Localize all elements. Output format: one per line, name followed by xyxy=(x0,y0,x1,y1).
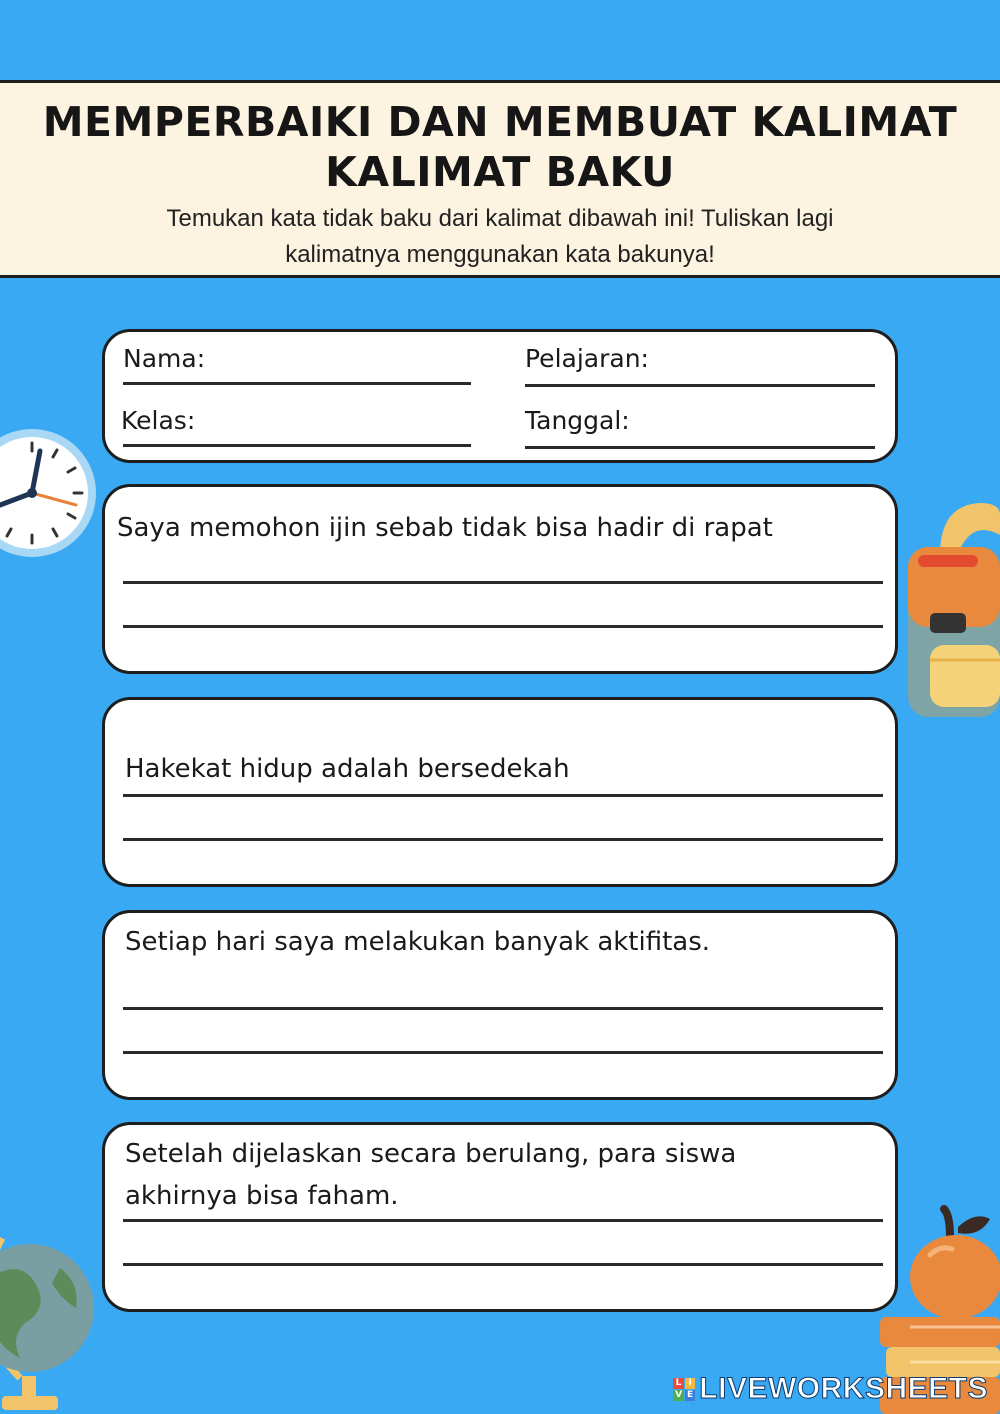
nama-label: Nama: xyxy=(123,344,206,373)
liveworksheets-logo-icon xyxy=(673,1378,695,1400)
question-card-3 xyxy=(102,910,898,1100)
answer-line-4a[interactable] xyxy=(123,1219,883,1222)
answer-line-1a[interactable] xyxy=(123,581,883,584)
answer-line-1b[interactable] xyxy=(123,625,883,628)
instructions-line-2: kalimatnya menggunakan kata bakunya! xyxy=(285,241,715,268)
answer-line-2b[interactable] xyxy=(123,838,883,841)
header-banner xyxy=(0,80,1000,278)
apple-icon xyxy=(900,1205,1000,1325)
question-card-1 xyxy=(102,484,898,674)
tanggal-answer-line[interactable] xyxy=(525,446,875,449)
question-text-4-line-2: akhirnya bisa faham. xyxy=(125,1181,399,1211)
backpack-icon xyxy=(900,495,1000,720)
logo-letter-i: I xyxy=(685,1378,696,1389)
title-line-1: MEMPERBAIKI DAN MEMBUAT KALIMAT xyxy=(42,98,958,146)
question-card-4 xyxy=(102,1122,898,1312)
logo-letter-v: V xyxy=(675,1390,683,1400)
question-text-1: Saya memohon ijin sebab tidak bisa hadir di rapat xyxy=(117,513,773,543)
tanggal-label: Tanggal: xyxy=(525,406,630,435)
globe-icon xyxy=(0,1228,110,1414)
title-line-2: KALIMAT BAKU xyxy=(325,148,675,196)
question-card-2 xyxy=(102,697,898,887)
answer-line-3a[interactable] xyxy=(123,1007,883,1010)
instructions-line-1: Temukan kata tidak baku dari kalimat dibawah ini! Tuliskan lagi xyxy=(166,205,834,232)
nama-answer-line[interactable] xyxy=(123,382,471,385)
instructions xyxy=(80,201,920,273)
logo-letter-e: E xyxy=(685,1390,696,1401)
logo-letter-l: L xyxy=(673,1378,684,1389)
student-info-card xyxy=(102,329,898,463)
page-title xyxy=(0,97,1000,197)
clock-icon xyxy=(0,425,100,565)
answer-line-4b[interactable] xyxy=(123,1263,883,1266)
question-text-4 xyxy=(125,1133,875,1217)
kelas-answer-line[interactable] xyxy=(123,444,471,447)
liveworksheets-watermark xyxy=(673,1372,988,1406)
kelas-label: Kelas: xyxy=(121,406,196,435)
answer-line-2a[interactable] xyxy=(123,794,883,797)
watermark-text: LIVEWORKSHEETS xyxy=(699,1372,988,1405)
question-text-3: Setiap hari saya melakukan banyak aktifitas. xyxy=(125,927,711,957)
question-text-2: Hakekat hidup adalah bersedekah xyxy=(125,754,570,784)
answer-line-3b[interactable] xyxy=(123,1051,883,1054)
pelajaran-label: Pelajaran: xyxy=(525,344,649,373)
question-text-4-line-1: Setelah dijelaskan secara berulang, para siswa xyxy=(125,1139,737,1169)
pelajaran-answer-line[interactable] xyxy=(525,384,875,387)
